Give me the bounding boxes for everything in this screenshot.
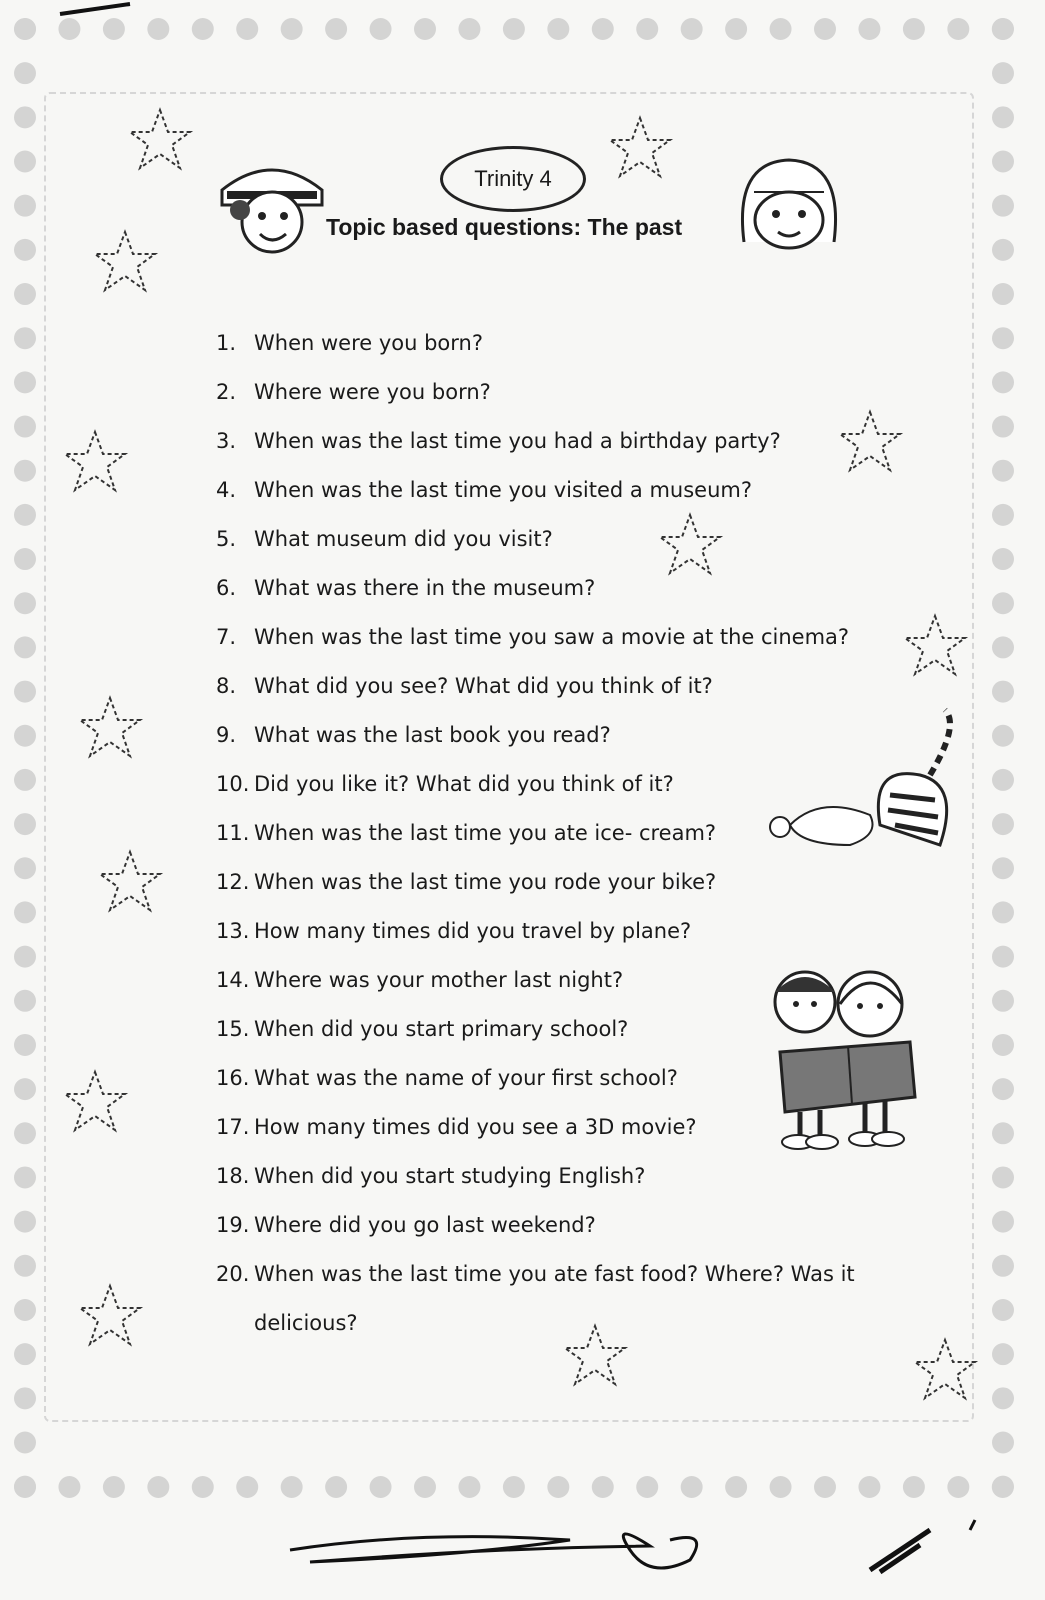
question-item: 10. Did you like it? What did you think of it? (216, 772, 674, 796)
question-item: 5. What museum did you visit? (216, 527, 553, 551)
question-item: 6. What was there in the museum? (216, 576, 596, 600)
worksheet-subtitle: Topic based questions: The past (326, 214, 683, 240)
question-item: 20. When was the last time you ate fast food? Where? Was it delicious? (216, 1262, 855, 1335)
question-item: 18. When did you start studying English? (216, 1164, 646, 1188)
question-item: 14. Where was your mother last night? (216, 968, 624, 992)
question-item: 16. What was the name of your first school? (216, 1066, 678, 1090)
star-icon (95, 232, 155, 290)
question-item: 8. What did you see? What did you think of it? (216, 674, 713, 698)
question-list (216, 326, 916, 1348)
question-item: 19. Where did you go last weekend? (216, 1213, 596, 1237)
star-icon (610, 118, 670, 176)
star-icon (100, 852, 160, 910)
star-icon (80, 698, 140, 756)
signature-scribble (270, 1500, 990, 1590)
star-icon (130, 110, 190, 168)
boy-cartoon-icon (212, 150, 332, 260)
top-edge-mark (55, 0, 135, 22)
question-item: 15. When did you start primary school? (216, 1017, 629, 1041)
title-badge (440, 146, 586, 212)
worksheet-title: Trinity 4 (474, 166, 552, 191)
question-item: 13. How many times did you travel by plane? (216, 919, 692, 943)
question-item: 7. When was the last time you saw a movie at the cinema? (216, 625, 850, 649)
question-item: 4. When was the last time you visited a museum? (216, 478, 752, 502)
question-item: 3. When was the last time you had a birthday party? (216, 429, 781, 453)
question-item: 17. How many times did you see a 3D movie? (216, 1115, 697, 1139)
question-item: 11. When was the last time you ate ice- cream? (216, 821, 717, 845)
question-item: 12. When was the last time you rode your bike? (216, 870, 717, 894)
question-item: 1. When were you born? (216, 331, 484, 355)
star-icon (80, 1286, 140, 1344)
star-icon (65, 432, 125, 490)
girl-cartoon-icon (724, 152, 854, 262)
question-item: 9. What was the last book you read? (216, 723, 611, 747)
star-icon (915, 1340, 975, 1398)
star-icon (65, 1072, 125, 1130)
question-item: 2. Where were you born? (216, 380, 491, 404)
